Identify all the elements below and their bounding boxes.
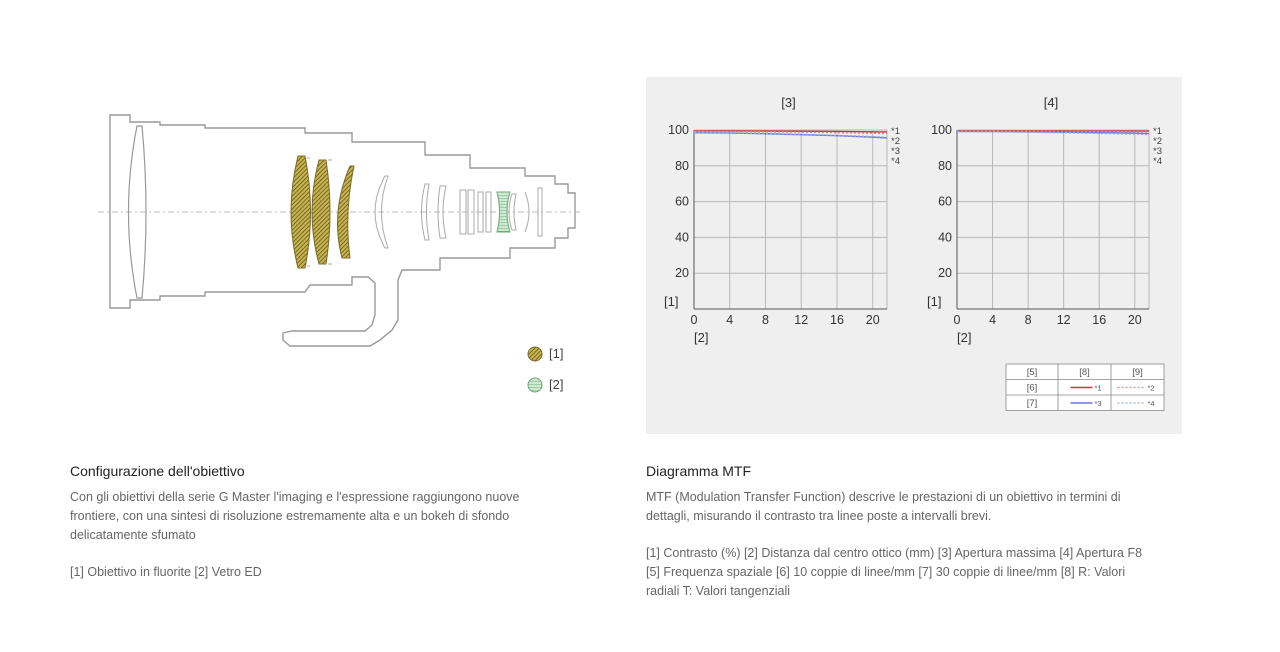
legend-table-row-label: [7] xyxy=(1026,398,1038,409)
lens-section-title: Configurazione dell'obiettivo xyxy=(70,463,245,479)
lens-cross-section-diagram xyxy=(60,95,600,425)
fluorite-element xyxy=(291,156,311,268)
y-axis-label: [1] xyxy=(664,294,679,309)
fluorite-element xyxy=(312,160,330,264)
series-end-label: *1 xyxy=(1153,126,1162,137)
legend-table-row-label: [6] xyxy=(1026,382,1038,394)
legend-series-label: *2 xyxy=(1147,383,1155,393)
x-axis-label: [2] xyxy=(957,330,972,345)
x-tick-label: 8 xyxy=(1024,313,1032,327)
x-tick-label: 4 xyxy=(726,313,734,327)
legend-series-label: *1 xyxy=(1094,383,1102,393)
y-tick-label: 20 xyxy=(675,266,689,281)
x-tick-label: 20 xyxy=(865,313,880,327)
series-end-label: *3 xyxy=(891,146,900,157)
series-end-label: *2 xyxy=(891,136,900,147)
y-tick-label: 40 xyxy=(675,230,689,245)
x-tick-label: 12 xyxy=(1056,313,1071,327)
mtf-charts xyxy=(646,77,1182,434)
series-end-label: *4 xyxy=(891,156,900,167)
x-tick-label: 16 xyxy=(830,313,844,327)
y-tick-label: 100 xyxy=(668,123,689,137)
series-end-label: *4 xyxy=(1153,156,1162,167)
series-end-label: *3 xyxy=(1153,146,1162,157)
y-tick-label: 60 xyxy=(938,194,952,209)
y-tick-label: 40 xyxy=(938,230,952,245)
legend-table-header: [8] xyxy=(1079,367,1090,378)
lens-description: Con gli obiettivi della serie G Master l'imaging e l'espressione raggiungono nuove frontiere, con una sintesi di risoluzione estremamente alta e un bokeh di sfondo delicatamente sfumato xyxy=(70,490,520,542)
x-tick-label: 8 xyxy=(762,313,769,327)
x-tick-label: 12 xyxy=(794,313,809,327)
chart-title: [4] xyxy=(1043,95,1059,110)
y-tick-label: 80 xyxy=(938,158,952,173)
mtf-chart-panel xyxy=(646,77,1182,434)
legend-series-label: *4 xyxy=(1147,399,1155,408)
y-tick-label: 100 xyxy=(931,123,952,137)
y-tick-label: 80 xyxy=(675,158,689,173)
legend-series-label: *3 xyxy=(1094,399,1102,408)
x-tick-label: 16 xyxy=(1092,313,1107,327)
legend-table-header: [5] xyxy=(1026,367,1038,378)
lens-element xyxy=(375,176,388,248)
x-tick-label: 0 xyxy=(953,313,961,327)
series-end-label: *1 xyxy=(891,126,900,137)
mtf-description: MTF (Modulation Transfer Function) descrive le prestazioni di un obiettivo in termini di dettagli, misurando il contrasto tra linee poste a intervalli brevi. xyxy=(646,490,1121,523)
y-axis-label: [1] xyxy=(927,294,942,309)
x-tick-label: 0 xyxy=(690,313,698,327)
y-tick-label: 60 xyxy=(675,194,689,209)
mtf-key: [1] Contrasto (%) [2] Distanza dal centro ottico (mm) [3] Apertura massima [4] Apertura F8 [5] Frequenza spaziale [6] 10 coppie di linee/mm [7] 30 coppie di linee/mm [8] R: Valori radiali T: Valori tangenziali xyxy=(646,546,1143,598)
ed-glass-legend-swatch xyxy=(528,378,542,392)
x-tick-label: 4 xyxy=(989,313,997,327)
chart-title: [3] xyxy=(781,95,796,110)
x-axis-label: [2] xyxy=(694,330,709,345)
ed-glass-legend-label: [2] xyxy=(549,377,564,392)
fluorite-legend-swatch xyxy=(528,347,542,361)
y-tick-label: 20 xyxy=(938,266,952,281)
mtf-section-title: Diagramma MTF xyxy=(646,463,752,479)
x-tick-label: 20 xyxy=(1127,313,1142,327)
fluorite-legend-label: [1] xyxy=(549,346,564,361)
legend-table-header: [9] xyxy=(1132,367,1143,378)
series-end-label: *2 xyxy=(1153,136,1162,147)
lens-key: [1] Obiettivo in fluorite [2] Vetro ED xyxy=(70,565,262,579)
